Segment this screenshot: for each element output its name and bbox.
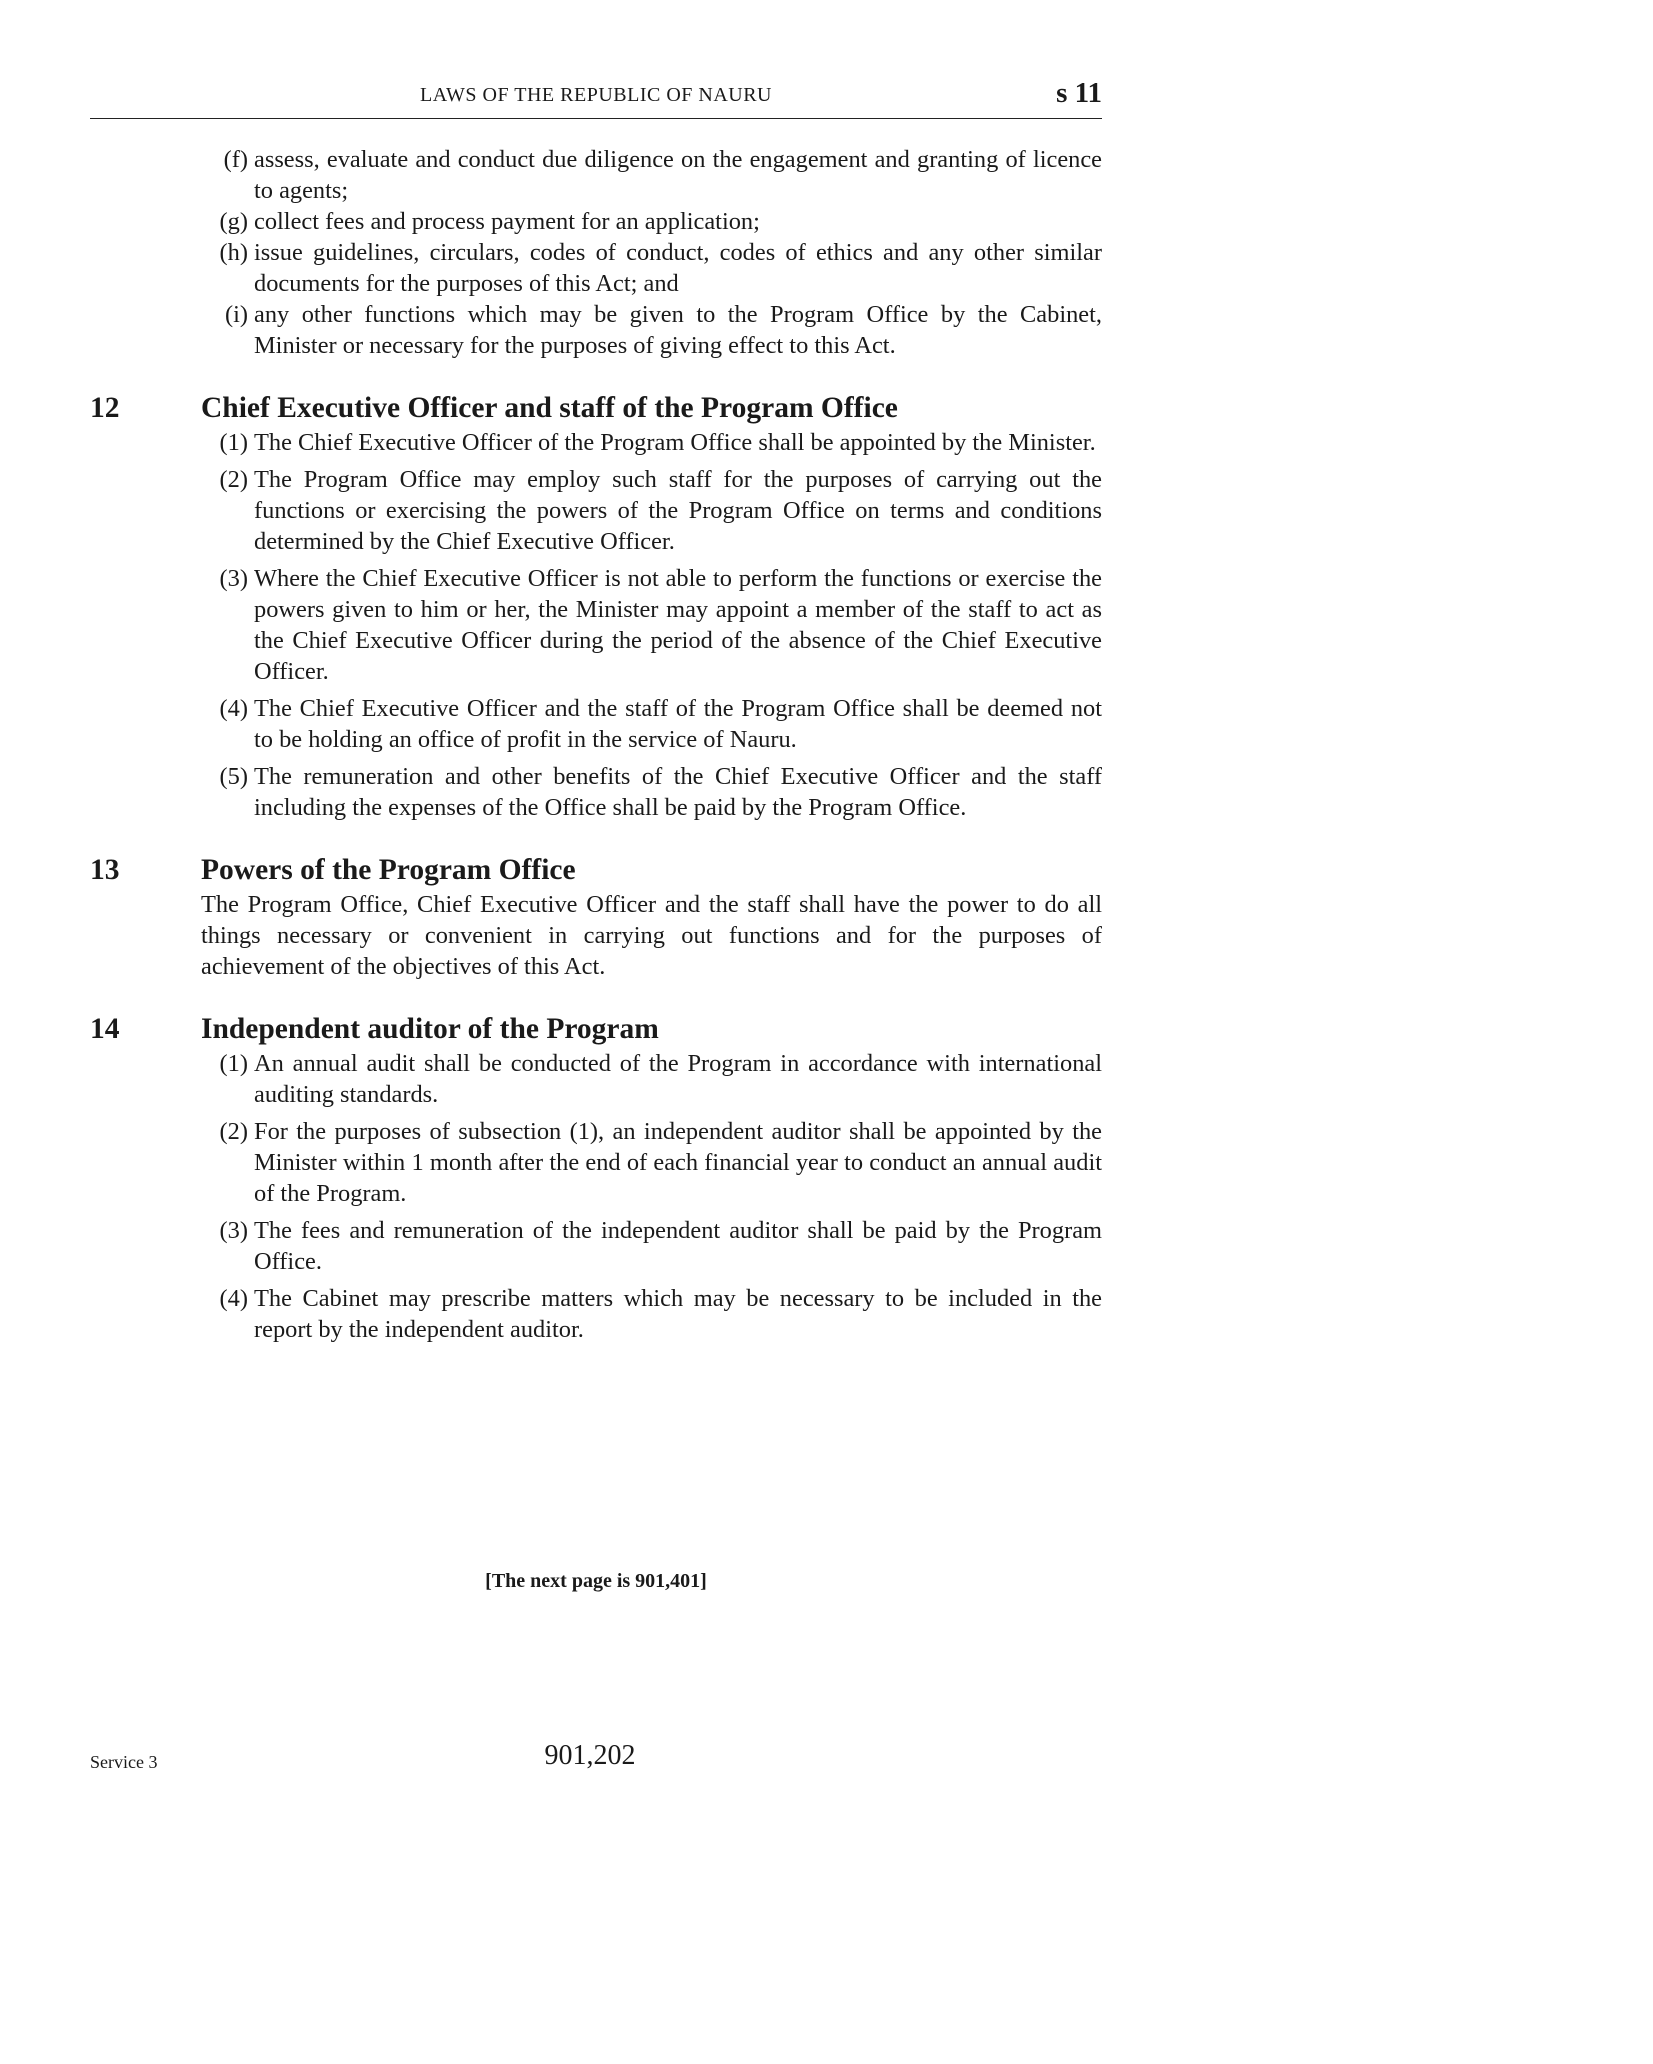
item-text: collect fees and process payment for an application;: [254, 208, 760, 235]
subsection: [90, 1215, 1102, 1277]
section-title: Chief Executive Officer and staff of the Program Office: [201, 392, 898, 424]
subsection-text: An annual audit shall be conducted of the Program in accordance with international auditing standards.: [254, 1050, 1102, 1108]
subsection-text: The remuneration and other benefits of the Chief Executive Officer and the staff including the expenses of the Office shall be paid by the Program Office.: [254, 763, 1102, 821]
item-label: (h): [219, 239, 248, 266]
subsection-label: (3): [219, 565, 248, 592]
item-text: assess, evaluate and conduct due diligence on the engagement and granting of licence to agents;: [254, 146, 1102, 204]
subsection: [90, 693, 1102, 755]
running-head-section: s 11: [1056, 77, 1102, 109]
subsection-label: (1): [219, 429, 248, 456]
section-heading: [90, 851, 1102, 889]
subsection: [90, 464, 1102, 557]
subsection: [90, 1048, 1102, 1110]
list-item: [90, 237, 1102, 299]
subsection-text: The Cabinet may prescribe matters which may be necessary to be included in the report by the independent auditor.: [254, 1285, 1102, 1343]
item-text: any other functions which may be given to the Program Office by the Cabinet, Minister or necessary for the purposes of giving effect to this Act.: [254, 301, 1102, 359]
item-text: issue guidelines, circulars, codes of conduct, codes of ethics and any other similar documents for the purposes of this Act; and: [254, 239, 1102, 297]
section-number: 12: [90, 392, 120, 424]
section-number: 13: [90, 854, 120, 886]
subsection-text: The fees and remuneration of the independent auditor shall be paid by the Program Office.: [254, 1217, 1102, 1275]
section-title: Independent auditor of the Program: [201, 1013, 659, 1045]
section-title: Powers of the Program Office: [201, 854, 576, 886]
subsection: [90, 427, 1102, 458]
footer-service: Service 3: [90, 1752, 158, 1772]
subsection-text: The Program Office may employ such staff for the purposes of carrying out the functions or exercising the powers of the Program Office on terms and conditions determined by the Chief Executive Officer.: [254, 466, 1102, 555]
section-number: 14: [90, 1013, 120, 1045]
continued-items: [90, 144, 1102, 361]
subsection-label: (3): [219, 1217, 248, 1244]
subsection-label: (5): [219, 763, 248, 790]
section-heading: [90, 389, 1102, 427]
list-item: [90, 144, 1102, 206]
page-header: [90, 76, 1102, 119]
subsection-label: (2): [219, 466, 248, 493]
subsection-label: (4): [219, 1285, 248, 1312]
subsection-text: Where the Chief Executive Officer is not able to perform the functions or exercise the powers given to him or her, the Minister may appoint a member of the staff to act as the Chief Executive Officer during the period of the absence of the Chief Executive Officer.: [254, 565, 1102, 685]
subsection-label: (2): [219, 1118, 248, 1145]
subsection-label: (4): [219, 695, 248, 722]
footer-page-number: 901,202: [544, 1740, 636, 1771]
list-item: [90, 299, 1102, 361]
subsection-text: The Chief Executive Officer of the Program Office shall be appointed by the Minister.: [254, 429, 1096, 456]
item-label: (g): [219, 208, 248, 235]
item-label: (f): [223, 146, 248, 173]
running-head-title: LAWS OF THE REPUBLIC OF NAURU: [420, 84, 772, 106]
subsection-text: For the purposes of subsection (1), an independent auditor shall be appointed by the Minister within 1 month after the end of each financial year to conduct an annual audit of the Program.: [254, 1118, 1102, 1207]
section-12: [90, 389, 1102, 823]
subsection: [90, 1116, 1102, 1209]
subsection: [90, 1283, 1102, 1345]
subsection: [90, 563, 1102, 687]
section-body: The Program Office, Chief Executive Officer and the staff shall have the power to do all things necessary or convenient in carrying out functions and for the purposes of achievement of the objectives of this Act.: [201, 891, 1102, 980]
item-label: (i): [224, 301, 248, 328]
subsection: [90, 761, 1102, 823]
subsection-text: The Chief Executive Officer and the staff of the Program Office shall be deemed not to be holding an office of profit in the service of Nauru.: [254, 695, 1102, 753]
section-heading: [90, 1010, 1102, 1048]
page-content: [90, 144, 1102, 1345]
subsection-label: (1): [219, 1050, 248, 1077]
list-item: [90, 206, 1102, 237]
next-page-note: [The next page is 901,401]: [485, 1570, 707, 1592]
section-13: [90, 851, 1102, 982]
section-14: [90, 1010, 1102, 1345]
